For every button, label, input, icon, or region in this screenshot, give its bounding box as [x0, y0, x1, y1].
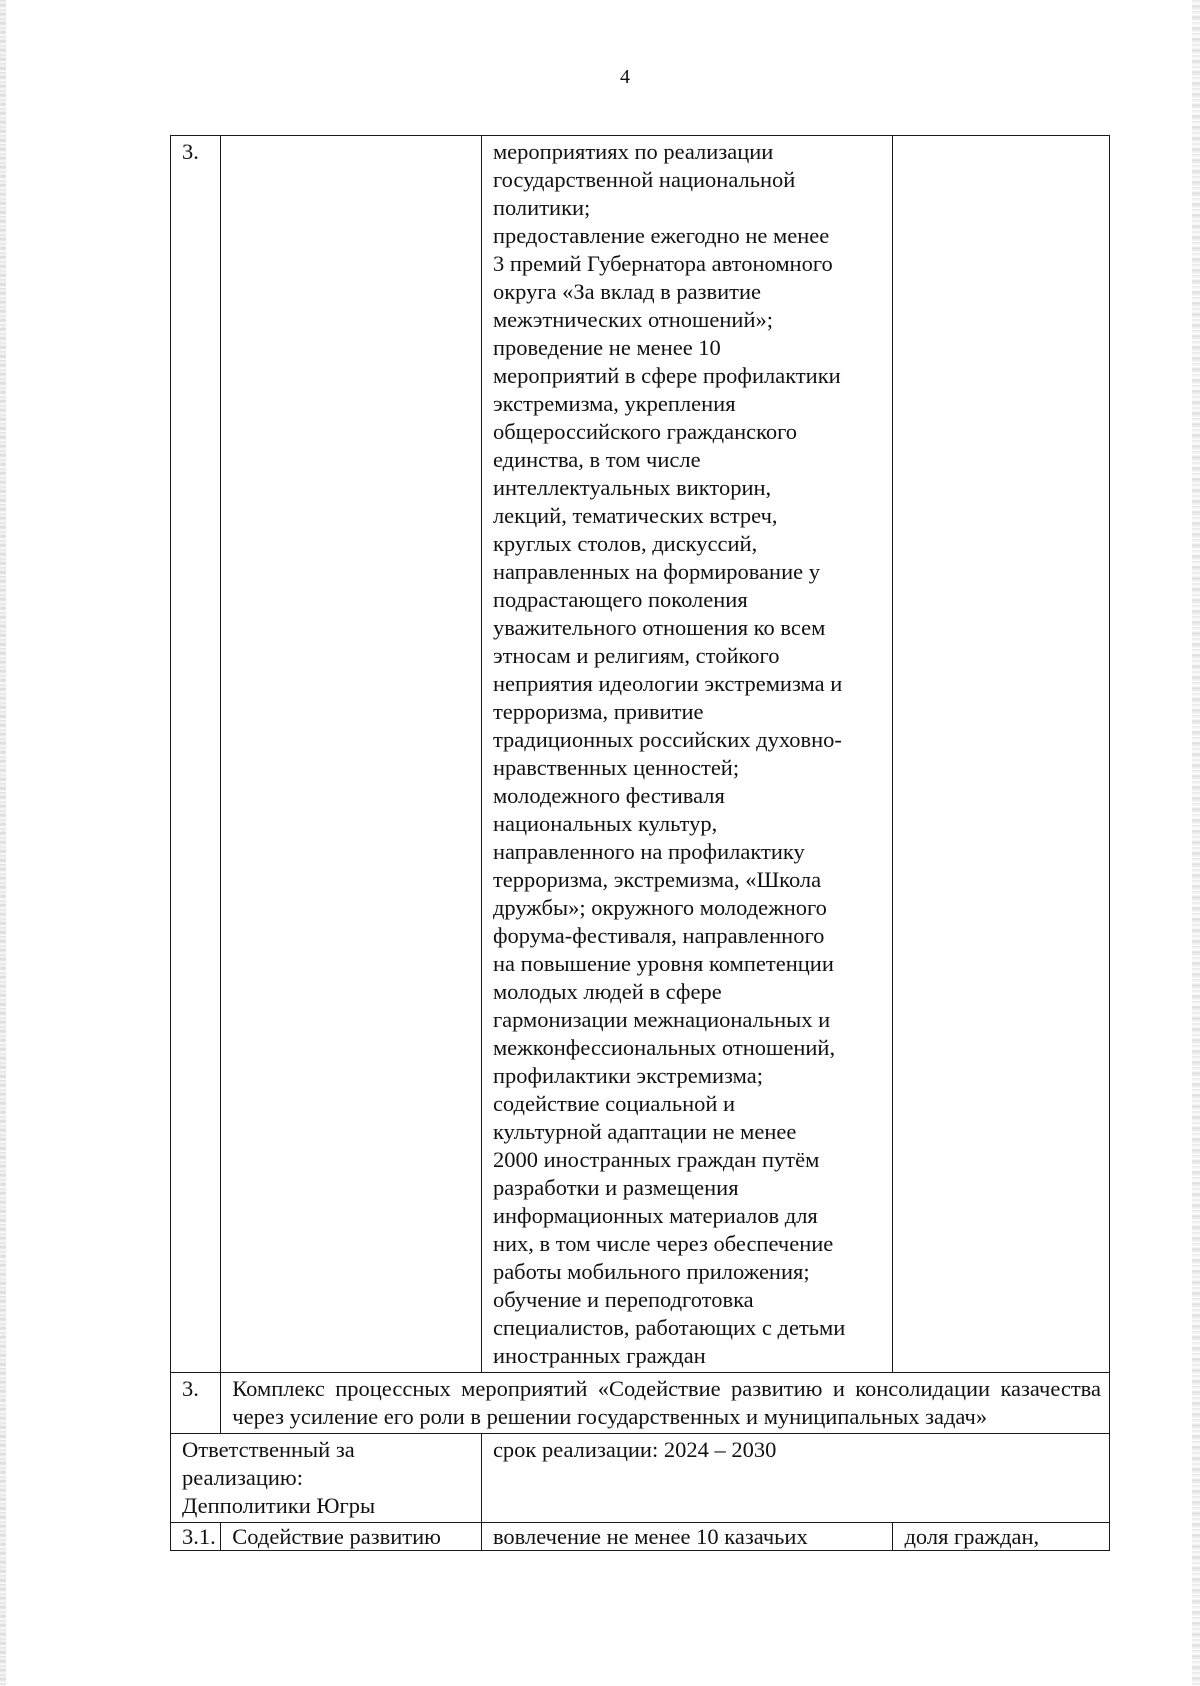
task-line: уважительного отношения ко всем: [492, 615, 826, 640]
row-number-cell: 3.: [171, 136, 221, 1373]
responsible-line: Депполитики Югры: [182, 1493, 376, 1518]
task-line: мероприятий в сфере профилактики: [492, 363, 841, 388]
task-line: круглых столов, дискуссий,: [492, 531, 758, 556]
task-line: общероссийского гражданского: [492, 419, 798, 444]
section-number-cell: 3.: [171, 1373, 221, 1434]
responsible-line: реализацию:: [182, 1465, 303, 1490]
task-line: терроризма, привитие: [492, 699, 704, 724]
task-line: 2000 иностранных граждан путём: [492, 1147, 820, 1172]
task-line: округа «За вклад в развитие: [492, 279, 762, 304]
responsible-line: Ответственный за: [182, 1437, 355, 1462]
task-line: единства, в том числе: [492, 447, 701, 472]
task-line: обучение и переподготовка: [492, 1287, 754, 1312]
task-line: на повышение уровня компетенции: [492, 951, 834, 976]
page-number: 4: [620, 66, 630, 88]
task-line: лекций, тематических встреч,: [492, 503, 778, 528]
program-table: [170, 135, 1110, 1551]
task-line: политики;: [492, 195, 591, 220]
task-line: молодежного фестиваля: [492, 783, 725, 808]
task-line: специалистов, работающих с детьми: [492, 1315, 846, 1340]
task-line: направленных на формирование у: [492, 559, 820, 584]
task-line: работы мобильного приложения;: [492, 1259, 810, 1284]
task-line: национальных культур,: [492, 811, 718, 836]
task-line: культурной адаптации не менее: [492, 1119, 797, 1144]
term-cell: срок реализации: 2024 – 2030: [481, 1434, 1109, 1523]
table-row-continued: [171, 136, 1110, 1373]
task-line: 3 премий Губернатора автономного: [492, 251, 833, 276]
task-line: гармонизации межнациональных и: [492, 1007, 831, 1032]
task-line: неприятия идеологии экстремизма и: [492, 671, 843, 696]
task-line: терроризма, экстремизма, «Школа: [492, 867, 822, 892]
task-line: нравственных ценностей;: [492, 755, 740, 780]
task-line: этносам и религиям, стойкого: [492, 643, 780, 668]
item-number-cell: 3.1.: [171, 1523, 221, 1551]
task-line: разработки и размещения: [492, 1175, 739, 1200]
task-line: молодых людей в сфере: [492, 979, 722, 1004]
item-indicator-cell: доля граждан,: [893, 1523, 1110, 1551]
responsible-cell: [171, 1434, 482, 1523]
task-line: дружбы»; окружного молодежного: [492, 895, 827, 920]
task-description-cell: [481, 136, 893, 1373]
task-line: форума-фестиваля, направленного: [492, 923, 825, 948]
task-lines: [493, 138, 885, 1370]
task-line: содействие социальной и: [492, 1091, 736, 1116]
scan-edge-right: [1192, 0, 1200, 1686]
task-line: них, в том числе через обеспечение: [492, 1231, 834, 1256]
task-line: межконфессиональных отношений,: [492, 1035, 836, 1060]
task-line: интеллектуальных викторин,: [492, 475, 772, 500]
task-line: подрастающего поколения: [492, 587, 748, 612]
table-row-section-header: [171, 1373, 1110, 1434]
task-line: предоставление ежегодно не менее: [492, 223, 830, 248]
scan-edge-left: [0, 0, 6, 1686]
item-task-cell: вовлечение не менее 10 казачьих: [481, 1523, 893, 1551]
task-line: профилактики экстремизма;: [492, 1063, 763, 1088]
task-line: мероприятиях по реализации: [492, 139, 774, 164]
task-line: информационных материалов для: [492, 1203, 818, 1228]
item-name-cell: Содействие развитию: [221, 1523, 482, 1551]
task-line: направленного на профилактику: [492, 839, 805, 864]
task-line: проведение не менее 10: [492, 335, 721, 360]
section-title-cell: Комплекс процессных мероприятий «Содействие развитию и консолидации казачества через усиление его роли в решении государственных и муниципальных задач»: [221, 1373, 1110, 1434]
task-line: иностранных граждан: [492, 1343, 706, 1368]
measure-name-cell: [221, 136, 482, 1373]
table-row-responsible: [171, 1434, 1110, 1523]
task-line: традиционных российских духовно-: [492, 727, 842, 752]
task-line: государственной национальной: [492, 167, 796, 192]
indicator-cell: [893, 136, 1110, 1373]
task-line: экстремизма, укрепления: [492, 391, 736, 416]
table-row-item: [171, 1523, 1110, 1551]
task-line: межэтнических отношений»;: [492, 307, 773, 332]
